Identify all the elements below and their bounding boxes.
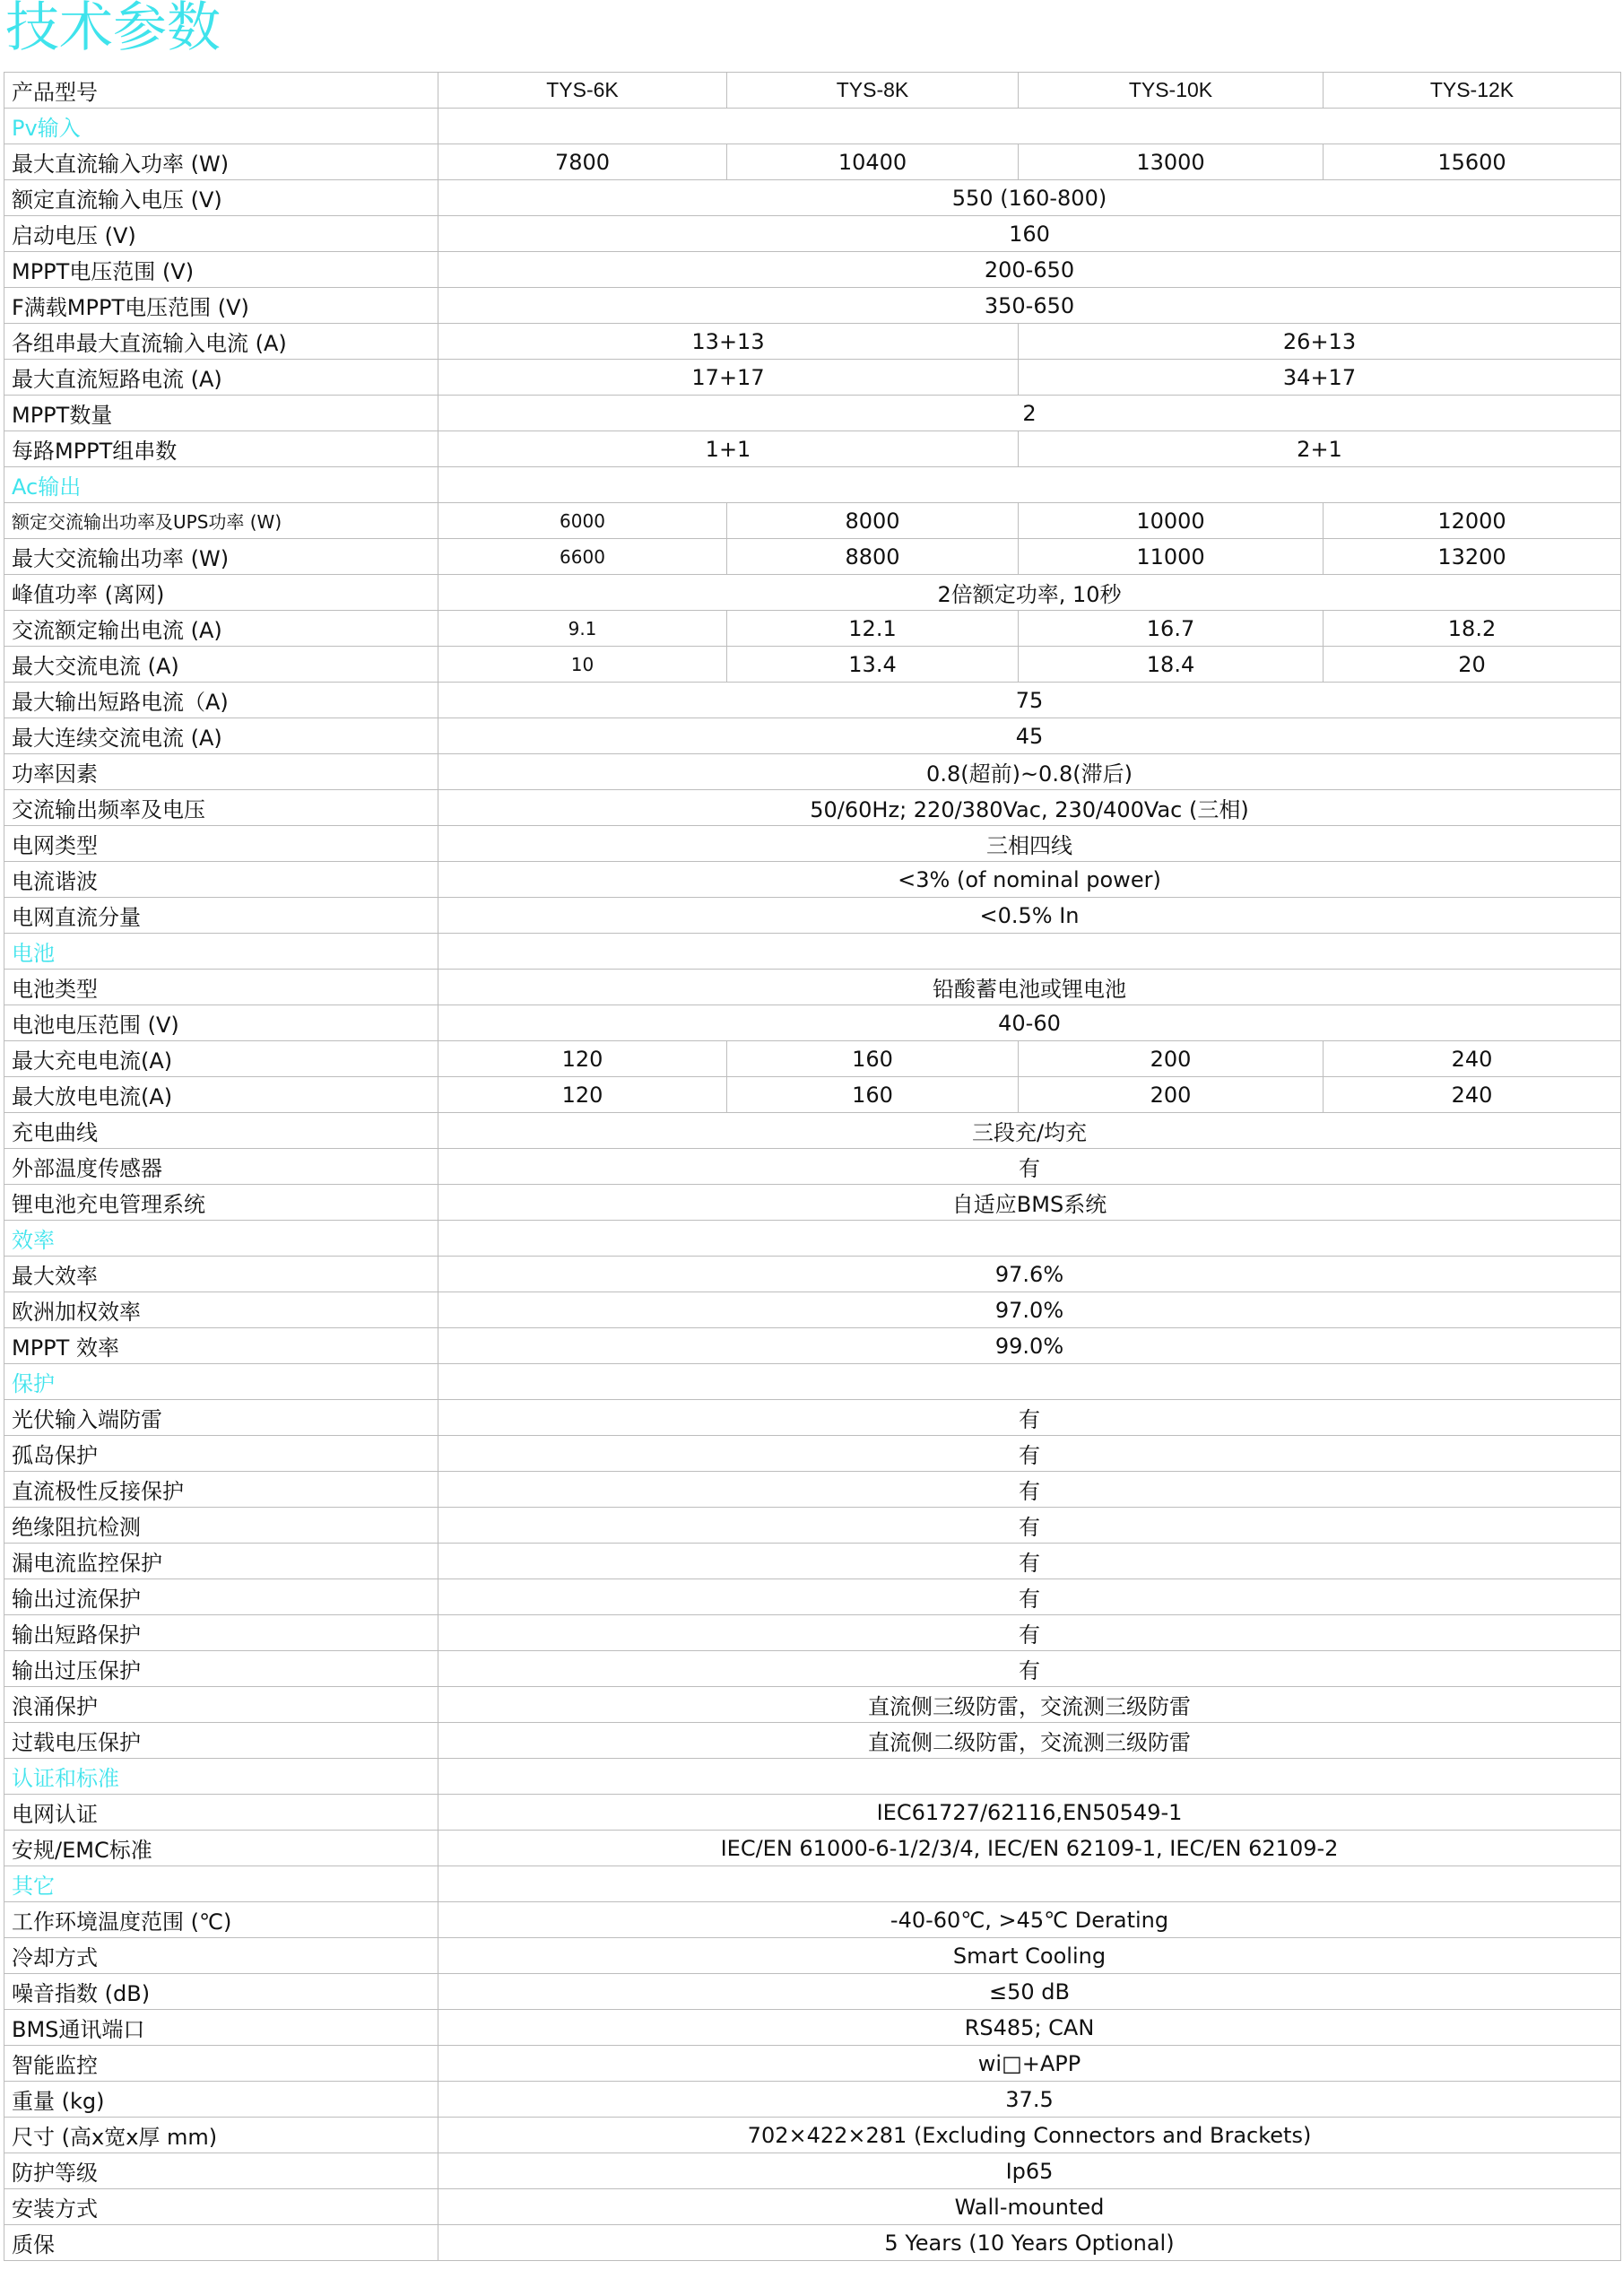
row-label: 直流极性反接保护 [4,1472,438,1508]
row-label: 重量 (kg) [4,2082,438,2118]
value-cell: 13000 [1019,144,1324,180]
section-row [4,1866,1621,1902]
value-cell: 6000 [438,503,727,539]
table-row [4,539,1621,575]
row-label: 输出短路保护 [4,1615,438,1651]
value-cell: 1+1 [438,431,1019,467]
table-row [4,2082,1621,2118]
value-cell: 铅酸蓄电池或锂电池 [438,970,1621,1005]
table-row [4,180,1621,216]
model-cell: TYS-8K [727,73,1019,109]
row-label: 过载电压保护 [4,1723,438,1759]
value-cell: 8000 [727,503,1019,539]
table-row [4,1687,1621,1723]
value-cell: 13+13 [438,324,1019,360]
row-label: MPPT数量 [4,396,438,431]
row-label: 最大充电电流(A) [4,1041,438,1077]
table-row [4,1113,1621,1149]
value-cell: 9.1 [438,611,727,647]
row-label: 尺寸 (高x宽x厚 mm) [4,2118,438,2153]
row-label: F满载MPPT电压范围 (V) [4,288,438,324]
section-row [4,1221,1621,1257]
row-label: MPPT 效率 [4,1328,438,1364]
model-cell: TYS-12K [1324,73,1621,109]
table-row [4,683,1621,718]
value-cell: 50/60Hz; 220/380Vac, 230/400Vac (三相) [438,790,1621,826]
value-cell: 240 [1324,1077,1621,1113]
value-cell: 0.8(超前)~0.8(滞后) [438,754,1621,790]
value-cell: 200 [1019,1041,1324,1077]
table-row [4,216,1621,252]
value-cell: 16.7 [1019,611,1324,647]
table-row [4,2118,1621,2153]
row-label: MPPT电压范围 (V) [4,252,438,288]
value-cell: 三段充/均充 [438,1113,1621,1149]
table-row [4,431,1621,467]
row-label: 启动电压 (V) [4,216,438,252]
value-cell: 45 [438,718,1621,754]
row-label: 锂电池充电管理系统 [4,1185,438,1221]
value-cell: 99.0% [438,1328,1621,1364]
value-cell: 18.4 [1019,647,1324,683]
table-row-header [4,73,1621,109]
value-cell: 有 [438,1544,1621,1579]
row-label: 电网直流分量 [4,898,438,934]
table-row [4,396,1621,431]
row-label: 漏电流监控保护 [4,1544,438,1579]
row-label: 输出过压保护 [4,1651,438,1687]
row-label: 电池类型 [4,970,438,1005]
row-label: 欧洲加权效率 [4,1292,438,1328]
row-label: 浪涌保护 [4,1687,438,1723]
row-label: 电池电压范围 (V) [4,1005,438,1041]
value-cell: 有 [438,1436,1621,1472]
value-cell: 13.4 [727,647,1019,683]
value-cell: 2 [438,396,1621,431]
row-label: 各组串最大直流输入电流 (A) [4,324,438,360]
section-title: 认证和标准 [4,1759,438,1795]
value-cell: 2+1 [1019,431,1621,467]
table-row [4,1328,1621,1364]
table-row [4,360,1621,396]
value-cell: 10400 [727,144,1019,180]
value-cell: 200-650 [438,252,1621,288]
table-row [4,1902,1621,1938]
table-row [4,611,1621,647]
row-label: 噪音指数 (dB) [4,1974,438,2010]
row-label: 每路MPPT组串数 [4,431,438,467]
value-cell: 有 [438,1472,1621,1508]
row-label: 工作环境温度范围 (℃) [4,1902,438,1938]
page-title: 技术参数 [5,0,221,59]
value-cell: 15600 [1324,144,1621,180]
value-cell: 有 [438,1508,1621,1544]
row-label: 最大交流输出功率 (W) [4,539,438,575]
row-label: 峰值功率 (离网) [4,575,438,611]
value-cell: 550 (160-800) [438,180,1621,216]
row-label: BMS通讯端口 [4,2010,438,2046]
value-cell: 10000 [1019,503,1324,539]
value-cell: <3% (of nominal power) [438,862,1621,898]
table-row [4,1831,1621,1866]
table-row [4,2225,1621,2261]
value-cell: 120 [438,1041,727,1077]
table-row [4,2010,1621,2046]
table-row [4,754,1621,790]
table-row [4,503,1621,539]
row-label: 安规/EMC标准 [4,1831,438,1866]
value-cell: 10 [438,647,727,683]
table-row [4,898,1621,934]
value-cell: 240 [1324,1041,1621,1077]
value-cell: 20 [1324,647,1621,683]
value-cell: 200 [1019,1077,1324,1113]
row-label: 功率因素 [4,754,438,790]
value-cell: Ip65 [438,2153,1621,2189]
row-label: 冷却方式 [4,1938,438,1974]
table-row [4,1544,1621,1579]
value-cell: IEC61727/62116,EN50549-1 [438,1795,1621,1831]
value-cell: 40-60 [438,1005,1621,1041]
table-row [4,1041,1621,1077]
value-cell: 有 [438,1615,1621,1651]
table-row [4,1723,1621,1759]
row-label: 交流额定输出电流 (A) [4,611,438,647]
row-label: 防护等级 [4,2153,438,2189]
table-row [4,324,1621,360]
value-cell: Smart Cooling [438,1938,1621,1974]
value-cell: 直流侧三级防雷，交流测三级防雷 [438,1687,1621,1723]
value-cell: 6600 [438,539,727,575]
table-row [4,575,1621,611]
table-row [4,1579,1621,1615]
row-label: 最大效率 [4,1257,438,1292]
value-cell: -40-60℃, >45℃ Derating [438,1902,1621,1938]
value-cell: 120 [438,1077,727,1113]
model-cell: TYS-10K [1019,73,1324,109]
table-row [4,1185,1621,1221]
table-row [4,1974,1621,2010]
value-cell: 160 [438,216,1621,252]
value-cell: 26+13 [1019,324,1621,360]
row-label: 充电曲线 [4,1113,438,1149]
value-cell: 有 [438,1400,1621,1436]
row-label: 输出过流保护 [4,1579,438,1615]
value-cell: 37.5 [438,2082,1621,2118]
value-cell: <0.5% In [438,898,1621,934]
section-row [4,1759,1621,1795]
value-cell: 13200 [1324,539,1621,575]
table-row [4,252,1621,288]
section-row [4,934,1621,970]
value-cell: 18.2 [1324,611,1621,647]
value-cell: 7800 [438,144,727,180]
value-cell: 有 [438,1579,1621,1615]
value-cell: RS485; CAN [438,2010,1621,2046]
value-cell: wi□+APP [438,2046,1621,2082]
table-row [4,144,1621,180]
section-title: 保护 [4,1364,438,1400]
row-label: 最大连续交流电流 (A) [4,718,438,754]
value-cell: 直流侧二级防雷，交流测三级防雷 [438,1723,1621,1759]
value-cell: 97.0% [438,1292,1621,1328]
value-cell: 8800 [727,539,1019,575]
table-row [4,1508,1621,1544]
value-cell: 有 [438,1149,1621,1185]
value-cell: 17+17 [438,360,1019,396]
table-row [4,1472,1621,1508]
row-label: 安装方式 [4,2189,438,2225]
value-cell: 75 [438,683,1621,718]
table-row [4,826,1621,862]
section-title: 电池 [4,934,438,970]
row-label: 产品型号 [4,73,438,109]
table-row [4,2189,1621,2225]
section-title: Ac输出 [4,467,438,503]
table-row [4,288,1621,324]
value-cell: 2倍额定功率, 10秒 [438,575,1621,611]
table-row [4,1615,1621,1651]
table-row [4,2153,1621,2189]
value-cell: 有 [438,1651,1621,1687]
section-title: 效率 [4,1221,438,1257]
row-label: 交流输出频率及电压 [4,790,438,826]
value-cell: 350-650 [438,288,1621,324]
value-cell: ≤50 dB [438,1974,1621,2010]
table-row [4,862,1621,898]
table-row [4,1651,1621,1687]
section-row [4,1364,1621,1400]
row-label: 孤岛保护 [4,1436,438,1472]
row-label: 额定交流输出功率及UPS功率 (W) [4,503,438,539]
value-cell: 12.1 [727,611,1019,647]
row-label: 电网类型 [4,826,438,862]
row-label: 绝缘阻抗检测 [4,1508,438,1544]
table-row [4,1795,1621,1831]
row-label: 光伏输入端防雷 [4,1400,438,1436]
value-cell: 160 [727,1041,1019,1077]
table-row [4,1077,1621,1113]
value-cell: 5 Years (10 Years Optional) [438,2225,1621,2261]
table-row [4,1938,1621,1974]
table-row [4,1436,1621,1472]
table-row [4,970,1621,1005]
row-label: 最大直流短路电流 (A) [4,360,438,396]
row-label: 外部温度传感器 [4,1149,438,1185]
table-row [4,647,1621,683]
table-row [4,718,1621,754]
row-label: 最大放电电流(A) [4,1077,438,1113]
table-row [4,2046,1621,2082]
table-row [4,1149,1621,1185]
value-cell: Wall-mounted [438,2189,1621,2225]
table-row [4,1400,1621,1436]
value-cell: 34+17 [1019,360,1621,396]
row-label: 智能监控 [4,2046,438,2082]
row-label: 质保 [4,2225,438,2261]
table-row [4,1292,1621,1328]
row-label: 额定直流输入电压 (V) [4,180,438,216]
value-cell: 自适应BMS系统 [438,1185,1621,1221]
value-cell: 702×422×281 (Excluding Connectors and Brackets) [438,2118,1621,2153]
value-cell: 12000 [1324,503,1621,539]
row-label: 电流谐波 [4,862,438,898]
table-row [4,1257,1621,1292]
row-label: 最大输出短路电流（A) [4,683,438,718]
row-label: 最大直流输入功率 (W) [4,144,438,180]
row-label: 最大交流电流 (A) [4,647,438,683]
section-title: 其它 [4,1866,438,1902]
table-row [4,790,1621,826]
table-row [4,1005,1621,1041]
value-cell: IEC/EN 61000-6-1/2/3/4, IEC/EN 62109-1, IEC/EN 62109-2 [438,1831,1621,1866]
value-cell: 97.6% [438,1257,1621,1292]
section-row [4,109,1621,144]
row-label: 电网认证 [4,1795,438,1831]
value-cell: 11000 [1019,539,1324,575]
model-cell: TYS-6K [438,73,727,109]
section-row [4,467,1621,503]
spec-table [4,72,1621,2261]
value-cell: 160 [727,1077,1019,1113]
value-cell: 三相四线 [438,826,1621,862]
section-title: Pv输入 [4,109,438,144]
